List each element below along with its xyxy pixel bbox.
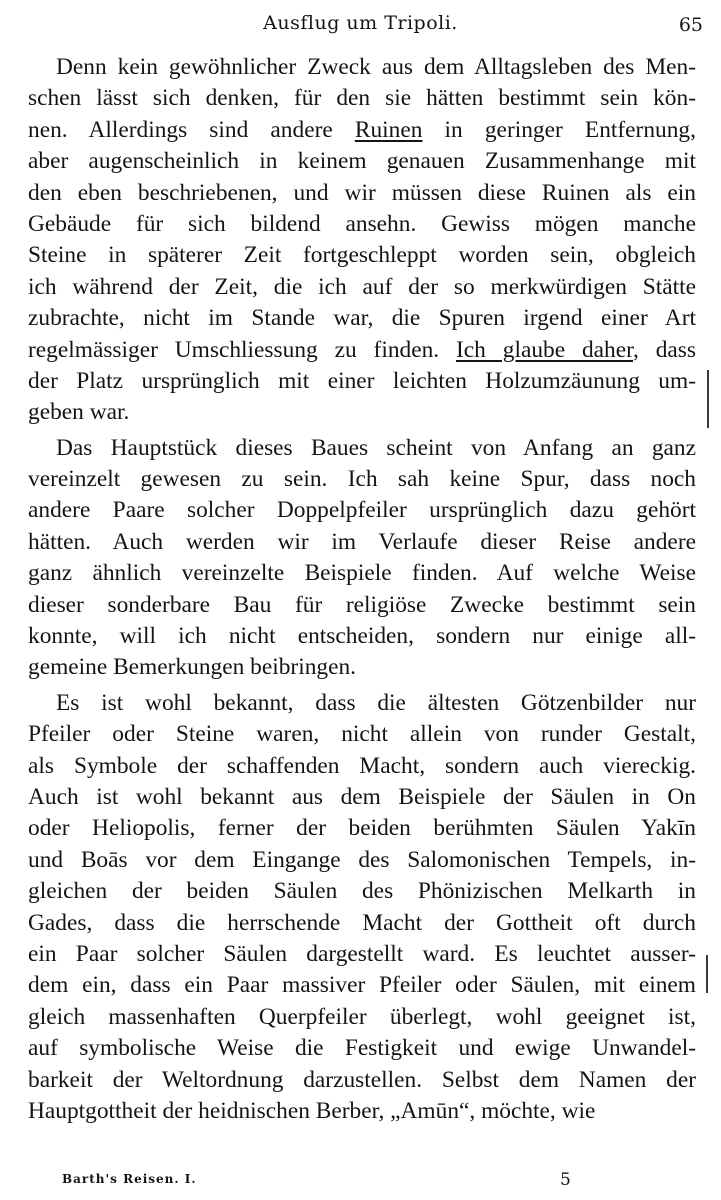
body-text (28, 52, 696, 1127)
text-line: dieser sonderbare Bau für religiöse Zwecke bestimmt sein (28, 591, 696, 618)
text-line: der Platz ursprünglich mit einer leichten Holzumzäunung um- (28, 367, 696, 394)
text-line: Es ist wohl bekannt, dass die ältesten Götzenbilder nur (56, 689, 696, 716)
text-line: Das Hauptstück dieses Baues scheint von Anfang an ganz (56, 434, 696, 461)
text-segment: in geringer Entfernung, (422, 116, 696, 143)
text-line: oder Heliopolis, ferner der beiden berühmten Säulen Yakīn (28, 815, 696, 842)
text-line: geben war. (28, 399, 130, 426)
text-line: auf symbolische Weise die Festigkeit und ewige Unwandel- (28, 1035, 696, 1062)
page-header (0, 8, 721, 36)
text-line: aber augenscheinlich in keinem genauen Zusammenhange mit (28, 148, 696, 175)
running-title: Ausflug um Tripoli. (263, 12, 458, 34)
text-line (28, 115, 696, 146)
text-line: Denn kein gewöhnlicher Zweck aus dem Alltagsleben des Men- (56, 54, 696, 80)
text-line: Gades, dass die herrschende Macht der Gottheit oft durch (28, 909, 696, 936)
underlined-phrase: Ruinen (354, 116, 423, 143)
text-line: Auch ist wohl bekannt aus dem Beispiele der Säulen in On (28, 783, 696, 810)
text-line: ein Paar solcher Säulen dargestellt ward. Es leuchtet ausser- (28, 940, 696, 967)
text-line: Pfeiler oder Steine waren, nicht allein von runder Gestalt, (28, 721, 696, 748)
text-line: zubrachte, nicht im Stande war, die Spuren irgend einer Art (28, 305, 696, 332)
text-line: gemeine Bemerkungen beibringen. (28, 654, 357, 681)
text-segment: , dass (633, 336, 697, 363)
text-segment: regelmässiger Umschliessung zu finden. (28, 336, 457, 363)
paragraph (28, 433, 696, 684)
text-line: als Symbole der schaffenden Macht, sondern auch viereckig. (28, 752, 696, 779)
text-line: Hauptgottheit der heidnischen Berber, „Amūn“, möchte, wie (28, 1097, 596, 1124)
signature-number: 5 (560, 1170, 571, 1190)
text-line (28, 335, 696, 366)
underlined-phrase: Ich glaube daher (456, 336, 633, 363)
paragraph (28, 52, 696, 429)
text-line: Steine in späterer Zeit fortgeschleppt worden sein, obgleich (28, 242, 696, 269)
text-line: konnte, will ich nicht entscheiden, sondern nur einige all- (28, 623, 696, 650)
text-line: ich während der Zeit, die ich auf der so merkwürdigen Stätte (28, 273, 696, 300)
text-line: den eben beschriebenen, und wir müssen diese Ruinen als ein (28, 179, 696, 206)
page-footer (0, 1170, 721, 1194)
text-line: ganz ähnlich vereinzelte Beispiele finden. Auf welche Weise (28, 560, 696, 587)
text-line: Gebäude für sich bildend ansehn. Gewiss mögen manche (28, 210, 696, 237)
text-line: und Boās vor dem Eingange des Salomonischen Tempels, in- (28, 846, 696, 873)
text-line: barkeit der Weltordnung darzustellen. Selbst dem Namen der (28, 1066, 696, 1093)
page-number: 65 (678, 14, 703, 36)
text-line: hätten. Auch werden wir im Verlaufe dieser Reise andere (28, 528, 696, 555)
text-segment: nen. Allerdings sind andere (28, 116, 355, 143)
text-line: gleich massenhaften Querpfeiler überlegt, wohl geeignet ist, (28, 1003, 696, 1030)
margin-pencil-mark (707, 370, 709, 428)
paragraph (28, 688, 696, 1127)
text-line: vereinzelt gewesen zu sein. Ich sah keine Spur, dass noch (28, 466, 696, 493)
printer-signature: Barth's Reisen. I. (62, 1172, 197, 1186)
margin-pencil-mark (706, 955, 708, 993)
text-line: schen lässt sich denken, für den sie hätten bestimmt sein kön- (28, 85, 696, 112)
text-line: andere Paare solcher Doppelpfeiler ursprünglich dazu gehört (28, 497, 696, 524)
text-line: dem ein, dass ein Paar massiver Pfeiler oder Säulen, mit einem (28, 972, 696, 999)
text-line: gleichen der beiden Säulen des Phönizischen Melkarth in (28, 878, 696, 905)
